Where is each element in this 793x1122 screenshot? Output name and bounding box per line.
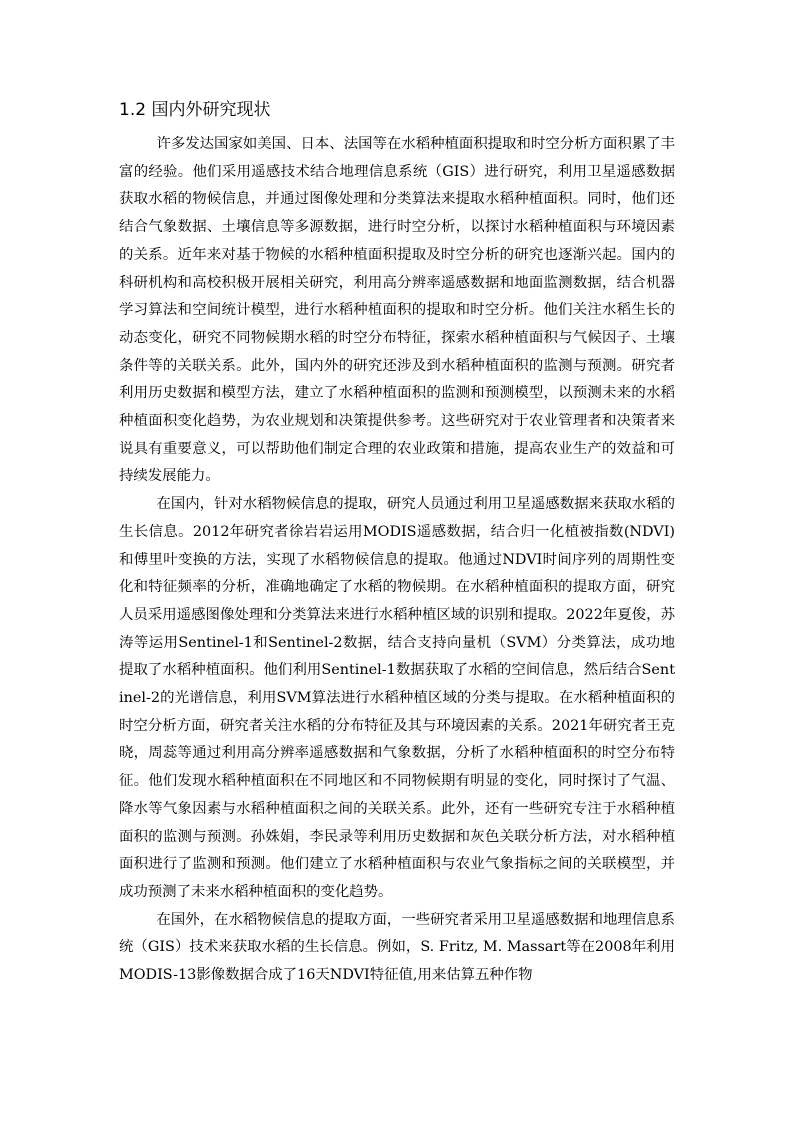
body-text bbox=[119, 131, 675, 990]
paragraph-domestic-research: 在国内，针对水稻物候信息的提取，研究人员通过利用卫星遥感数据来获取水稻的生长信息。2012年研究者徐岩岩运用MODIS遥感数据，结合归一化植被指数(NDVI)和傅里叶变换的方法，实现了水稻物候信息的提取。他通过NDVI时间序列的周期性变化和特征频率的分析，准确地确定了水稻的物候期。在水稻种植面积的提取方面，研究人员采用遥感图像处理和分类算法来进行水稻种植区域的识别和提取。2022年夏俊，苏涛等运用Sentinel-1和Sentinel-2数据，结合支持向量机（SVM）分类算法，成功地提取了水稻种植面积。他们利用Sentinel-1数据获取了水稻的空间信息，然后结合Sentinel-2的光谱信息，利用SVM算法进行水稻种植区域的分类与提取。在水稻种植面积的时空分析方面，研究者关注水稻的分布特征及其与环境因素的关系。2021年研究者王克晓，周蕊等通过利用高分辨率遥感数据和气象数据，分析了水稻种植面积的时空分布特征。他们发现水稻种植面积在不同地区和不同物候期有明显的变化，同时探讨了气温、降水等气象因素与水稻种植面积之间的关联关系。此外，还有一些研究专注于水稻种植面积的监测与预测。孙姝娟，李民录等利用历史数据和灰色关联分析方法，对水稻种植面积进行了监测和预测。他们建立了水稻种植面积与农业气象指标之间的关联模型，并成功预测了未来水稻种植面积的变化趋势。 bbox=[119, 496, 675, 900]
section-title: 国内外研究现状 bbox=[151, 100, 271, 120]
paragraph-overview: 许多发达国家如美国、日本、法国等在水稻种植面积提取和时空分析方面积累了丰富的经验。他们采用遥感技术结合地理信息系统（GIS）进行研究，利用卫星遥感数据获取水稻的物候信息，并通过图像处理和分类算法来提取水稻种植面积。同时，他们还结合气象数据、土壤信息等多源数据，进行时空分析，以探讨水稻种植面积与环境因素的关系。近年来对基于物候的水稻种植面积提取及时空分析的研究也逐渐兴起。国内的科研机构和高校积极开展相关研究，利用高分辨率遥感数据和地面监测数据，结合机器学习算法和空间统计模型，进行水稻种植面积的提取和时空分析。他们关注水稻生长的动态变化，研究不同物候期水稻的时空分布特征，探索水稻种植面积与气候因子、土壤条件等的关联关系。此外，国内外的研究还涉及到水稻种植面积的监测与预测。研究者利用历史数据和模型方法，建立了水稻种植面积的监测和预测模型，以预测未来的水稻种植面积变化趋势，为农业规划和决策提供参考。这些研究对于农业管理者和决策者来说具有重要意义，可以帮助他们制定合理的农业政策和措施，提高农业生产的效益和可持续发展能力。 bbox=[119, 136, 675, 485]
section-number: 1.2 bbox=[119, 100, 147, 120]
paragraph-foreign-research: 在国外，在水稻物候信息的提取方面，一些研究者采用卫星遥感数据和地理信息系统（GIS）技术来获取水稻的生长信息。例如，S. Fritz, M. Massart等在2008年利用MODIS-13影像数据合成了16天NDVI特征值,用来估算五种作物 bbox=[119, 911, 675, 984]
section-heading bbox=[119, 97, 270, 123]
